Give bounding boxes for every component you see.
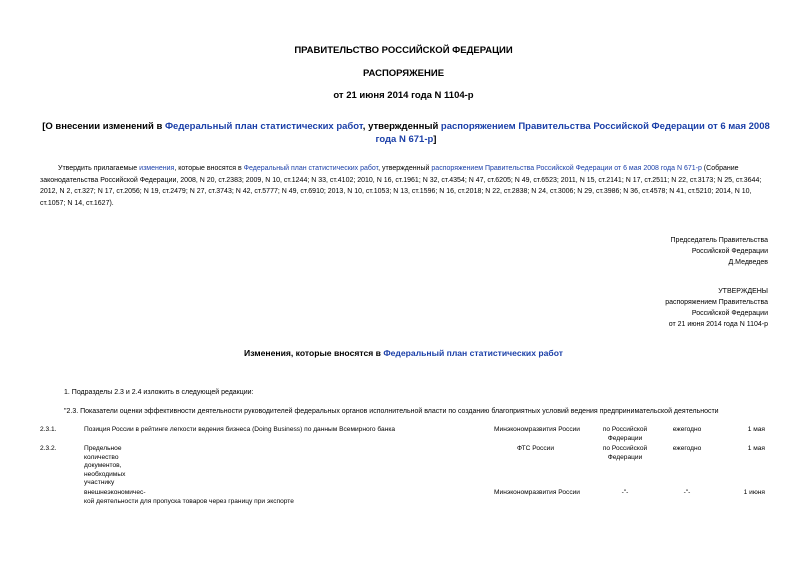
row2-line: необходимых xyxy=(84,470,126,478)
row2-scope xyxy=(590,445,660,462)
row2-line: количество xyxy=(84,453,119,461)
approved-block xyxy=(468,286,768,330)
body-text-2: , которые вносятся в xyxy=(174,165,244,172)
title-text-2: , утвержденный xyxy=(362,121,441,132)
document-type: РАСПОРЯЖЕНИЕ xyxy=(362,68,445,79)
signature-country: Российской Федерации xyxy=(691,248,768,255)
subsection-2-3: "2.3. Показатели оценки эффективности деятельности руководителей федеральных органов исполнительной власти по созданию благоприятных условий ведения предпринимательской деятельности xyxy=(64,408,719,415)
row3-agency: Минэкономразвития России xyxy=(494,489,580,496)
body-text-1: Утвердить прилагаемые xyxy=(58,165,140,172)
row1-scope-b: Федерации xyxy=(607,434,643,442)
document-title xyxy=(42,121,770,146)
row2-line: документов, xyxy=(84,462,122,470)
row1-text: Позиция России в рейтинге легкости ведения бизнеса (Doing Business) по данным Всемирного банка xyxy=(84,426,396,433)
row1-agency: Минэкономразвития России xyxy=(494,426,580,433)
row2-text xyxy=(84,445,164,488)
body-text-4: (Собрание законодательства Российской Федерации, 2008, N 20, ст.2383; 2009, N 10, ст.1244; N 33, ст.4102; 2010, N 16, ст.1961; N 32, ст.4354; N 47, ст.6205; N 49, ст.6523; 2011, N 15, ст.2141; N 17, ст.2511; N 22, ст.3173; N 25, ст.3644; 2012, N 2, ст.327; N 17, ст.2056; N 19, ст.2479; N 27, ст.3743; N 42, ст.5777; N 49, ст.6910; 2013, N 10, ст.1053; N 13, ст.1596; N 16, ст.2018; N 22, ст.2838; N 24, ст.3006; N 29, ст.3986; N 36, ст.4578; N 41, ст.5210; 2014, N 10, ст.1057; N 14, ст.1627). xyxy=(40,165,762,207)
approved-country: Российской Федерации xyxy=(691,310,768,317)
signature-name: Д.Медведев xyxy=(728,259,768,266)
row2-number: 2.3.2. xyxy=(40,445,57,452)
row1-period: ежегодно xyxy=(672,426,702,433)
row2-period: ежегодно xyxy=(672,445,702,452)
row1-scope xyxy=(590,426,660,443)
changes-title-link[interactable]: Федеральный план статистических работ xyxy=(383,348,563,358)
title-text-3: ] xyxy=(433,133,437,145)
row3-scope: -"- xyxy=(621,489,629,496)
row2-scope-b: Федерации xyxy=(607,453,643,461)
approved-order: распоряжением Правительства xyxy=(665,299,768,306)
row2-deadline: 1 мая xyxy=(747,445,765,452)
document-date-number: от 21 июня 2014 года N 1104-р xyxy=(333,90,474,101)
changes-title xyxy=(0,348,807,358)
row1-number: 2.3.1. xyxy=(40,426,57,433)
row2-line: Предельное xyxy=(84,445,122,452)
row2-scope-a: по Российской xyxy=(602,445,648,452)
body-link-changes[interactable]: изменения xyxy=(139,165,175,172)
row1-deadline: 1 мая xyxy=(747,426,765,433)
title-link-order[interactable]: распоряжением Правительства Российской Федерации от 6 мая 2008 года N 671-р xyxy=(375,121,770,145)
signature-position: Председатель Правительства xyxy=(670,237,768,244)
row2-line: участнику xyxy=(84,479,115,487)
item-1: 1. Подразделы 2.3 и 2.4 изложить в следующей редакции: xyxy=(64,389,254,396)
title-text-1: [О внесении изменений в xyxy=(42,121,165,132)
row3-text xyxy=(84,489,464,506)
approved-title: УТВЕРЖДЕНЫ xyxy=(718,288,768,295)
row3-deadline: 1 июня xyxy=(743,489,765,496)
row1-scope-a: по Российской xyxy=(602,426,648,433)
title-link-plan[interactable]: Федеральный план статистических работ xyxy=(164,121,363,132)
approved-date: от 21 июня 2014 года N 1104-р xyxy=(668,321,768,328)
body-link-plan[interactable]: Федеральный план статистических работ xyxy=(243,165,379,172)
org-name: ПРАВИТЕЛЬСТВО РОССИЙСКОЙ ФЕДЕРАЦИИ xyxy=(294,45,513,56)
body-paragraph xyxy=(40,163,776,209)
row3-line1: внешнеэкономичес- xyxy=(84,489,146,496)
row3-line2: кой деятельности для пропуска товаров через границу при экспорте xyxy=(84,497,294,505)
row3-period: -"- xyxy=(683,489,691,496)
body-link-order[interactable]: распоряжением Правительства Российской Федерации от 6 мая 2008 года N 671-р xyxy=(431,165,702,172)
changes-title-text: Изменения, которые вносятся в xyxy=(244,348,384,358)
body-text-3: , утвержденный xyxy=(378,165,432,172)
signature-block xyxy=(468,235,768,268)
row2-agency: ФТС России xyxy=(517,445,554,452)
